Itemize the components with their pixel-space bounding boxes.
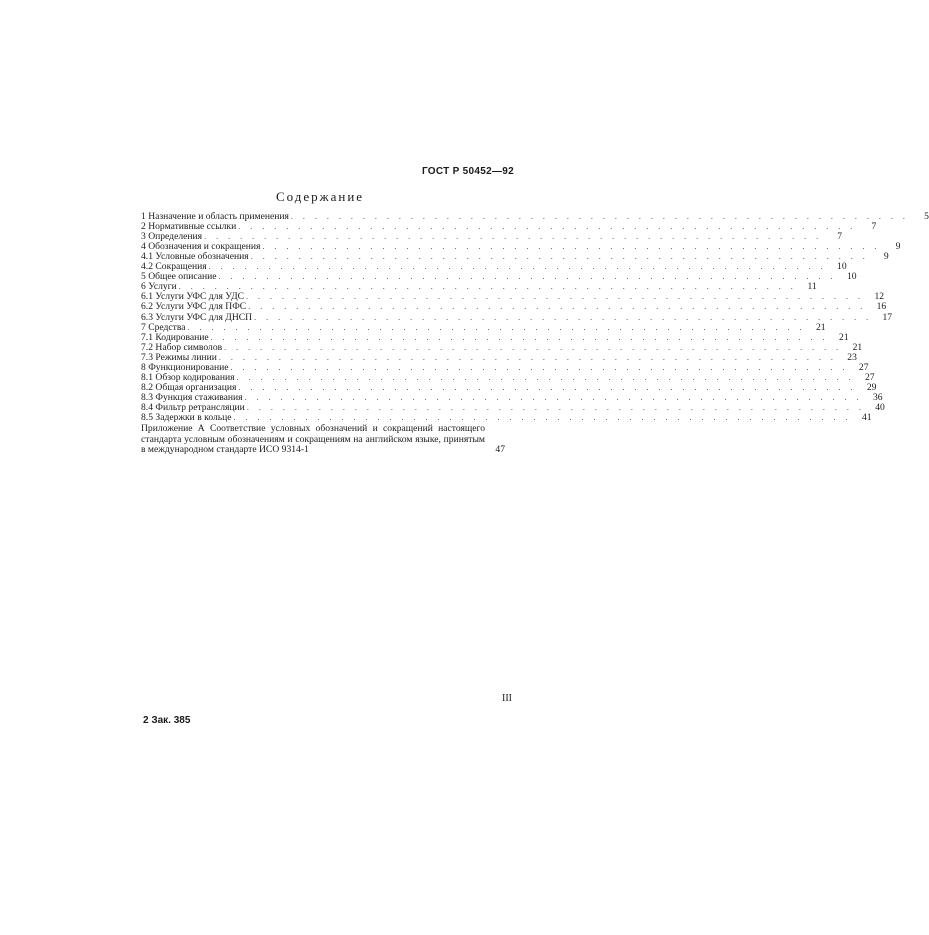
toc-entry-page-number: 21 bbox=[839, 331, 849, 343]
toc-entry-page-number: 9 bbox=[883, 251, 889, 263]
toc-entry-label: 8.3 Функция стаживания bbox=[141, 391, 243, 403]
toc-entry-label: 2 Нормативные ссылки bbox=[141, 221, 237, 233]
toc-entry-leader: . . . . . . . . . . . . . . . . . . . . . . . . . . . . . . . . . . . . . . . . . . . . . . . . . . . . bbox=[238, 222, 857, 232]
appendix-text: Приложение А Соответствие условных обозначений и сокращений настоящего стандарта условным обозначениям и сокращениям на английском языке, принятым в международном стандарте ИСО 9314-1 bbox=[141, 422, 485, 456]
page-number-roman: III bbox=[502, 693, 512, 704]
toc-entry-page-number: 27 bbox=[864, 371, 875, 383]
toc-entry-page-number: 23 bbox=[847, 351, 857, 363]
toc-entry-label: 6.2 Услуги УФС для ПФС bbox=[141, 301, 247, 313]
toc-entry-label: 8.4 Фильтр ретрансляции bbox=[141, 401, 245, 413]
toc-entry-leader: . . . . . . . . . . . . . . . . . . . . . . . . . . . . . . . . . . . . . . . . . . . . . . . . . . . . bbox=[254, 312, 873, 322]
toc-entry-label: 6 Услуги bbox=[141, 281, 177, 293]
toc-entry-page-number: 16 bbox=[876, 301, 887, 313]
toc-entry bbox=[141, 301, 887, 313]
toc-entry-page-number: 7 bbox=[871, 221, 877, 233]
toc-entry-page-number: 5 bbox=[924, 211, 929, 223]
toc-entry-label: 7.2 Набор символов bbox=[141, 341, 223, 353]
toc-entry-leader: . . . . . . . . . . . . . . . . . . . . . . . . . . . . . . . . . . . . . . . . . . . . . . . . . . . . bbox=[178, 282, 797, 292]
toc-entry-label: 8 Функционирование bbox=[141, 361, 229, 373]
table-of-contents bbox=[141, 211, 929, 456]
toc-entry-page-number: 9 bbox=[895, 241, 901, 253]
toc-title: Содержание bbox=[275, 189, 365, 204]
toc-entry bbox=[141, 271, 857, 283]
toc-entry-leader: . . . . . . . . . . . . . . . . . . . . . . . . . . . . . . . . . . . . . . . . . . . . . . . . . . . . bbox=[218, 352, 837, 362]
appendix-page-number: 47 bbox=[495, 444, 505, 456]
toc-entry-label: 8.2 Общая организация bbox=[141, 381, 237, 393]
toc-entry-leader: . . . . . . . . . . . . . . . . . . . . . . . . . . . . . . . . . . . . . . . . . . . . . . . . . . . . bbox=[262, 242, 881, 252]
toc-entry-label: 4.1 Условные обозначения bbox=[141, 251, 249, 263]
toc-entry-page-number: 41 bbox=[861, 411, 872, 423]
toc-entry-leader: . . . . . . . . . . . . . . . . . . . . . . . . . . . . . . . . . . . . . . . . . . . . . . . . . . . . bbox=[290, 212, 909, 222]
toc-entry-leader: . . . . . . . . . . . . . . . . . . . . . . . . . . . . . . . . . . . . . . . . . . . . . . . . . . . . bbox=[208, 262, 827, 272]
toc-entry-label: 8.1 Обзор кодирования bbox=[141, 371, 235, 383]
toc-entry-page-number: 27 bbox=[858, 361, 869, 373]
toc-entry bbox=[141, 311, 893, 323]
toc-entry-leader: . . . . . . . . . . . . . . . . . . . . . . . . . . . . . . . . . . . . . . . . . . . . . . . . . . . . bbox=[187, 322, 806, 332]
toc-entry-page-number: 17 bbox=[882, 311, 893, 323]
toc-entry-leader: . . . . . . . . . . . . . . . . . . . . . . . . . . . . . . . . . . . . . . . . . . . . . . . . . . . . bbox=[238, 382, 857, 392]
toc-entry bbox=[141, 411, 872, 423]
toc-entry-label: 7.3 Режимы линии bbox=[141, 351, 217, 363]
toc-entry-page-number: 11 bbox=[807, 281, 817, 293]
toc-entry-page-number: 40 bbox=[875, 401, 885, 413]
toc-entry-label: 6.1 Услуги УФС для УДС bbox=[141, 291, 245, 303]
toc-appendix-entry bbox=[141, 424, 505, 456]
toc-entry-label: 4 Обозначения и сокращения bbox=[141, 241, 261, 253]
toc-entries bbox=[141, 211, 929, 423]
toc-entry-leader: . . . . . . . . . . . . . . . . . . . . . . . . . . . . . . . . . . . . . . . . . . . . . . . . . . . . bbox=[248, 302, 867, 312]
toc-entry-label: 7 Средства bbox=[141, 321, 186, 333]
toc-entry-page-number: 36 bbox=[872, 391, 883, 403]
toc-entry-label: 8.5 Задержки в кольце bbox=[141, 411, 232, 423]
toc-entry-page-number: 7 bbox=[837, 231, 843, 243]
toc-entry-leader: . . . . . . . . . . . . . . . . . . . . . . . . . . . . . . . . . . . . . . . . . . . . . . . . . . . . bbox=[236, 372, 855, 382]
toc-entry-page-number: 21 bbox=[815, 321, 826, 333]
toc-entry-label: 3 Определения bbox=[141, 231, 203, 243]
toc-entry-leader: . . . . . . . . . . . . . . . . . . . . . . . . . . . . . . . . . . . . . . . . . . . . . . . . . . . . bbox=[233, 412, 852, 422]
toc-entry-page-number: 10 bbox=[846, 271, 857, 283]
toc-entry-label: 6.3 Услуги УФС для ДНСП bbox=[141, 311, 253, 323]
toc-entry-leader: . . . . . . . . . . . . . . . . . . . . . . . . . . . . . . . . . . . . . . . . . . . . . . . . . . . . bbox=[224, 342, 843, 352]
toc-entry-leader: . . . . . . . . . . . . . . . . . . . . . . . . . . . . . . . . . . . . . . . . . . . . . . . . . . . . bbox=[246, 402, 865, 412]
toc-entry-label: 7.1 Кодирование bbox=[141, 331, 209, 343]
toc-entry-page-number: 29 bbox=[866, 381, 877, 393]
order-mark: 2 Зак. 385 bbox=[143, 715, 191, 726]
toc-entry-label: 1 Назначение и область применения bbox=[141, 211, 289, 223]
toc-entry-leader: . . . . . . . . . . . . . . . . . . . . . . . . . . . . . . . . . . . . . . . . . . . . . . . . . . . . bbox=[244, 392, 863, 402]
toc-entry-page-number: 12 bbox=[874, 291, 885, 303]
standard-id: ГОСТ Р 50452—92 bbox=[421, 166, 514, 177]
toc-entry-leader: . . . . . . . . . . . . . . . . . . . . . . . . . . . . . . . . . . . . . . . . . . . . . . . . . . . . bbox=[218, 272, 837, 282]
toc-entry-leader: . . . . . . . . . . . . . . . . . . . . . . . . . . . . . . . . . . . . . . . . . . . . . . . . . . . . bbox=[230, 362, 849, 372]
toc-entry-label: 5 Общее описание bbox=[141, 271, 217, 283]
toc-entry-page-number: 10 bbox=[837, 261, 847, 273]
toc-entry-leader: . . . . . . . . . . . . . . . . . . . . . . . . . . . . . . . . . . . . . . . . . . . . . . . . . . . . bbox=[204, 232, 823, 242]
toc-entry-leader: . . . . . . . . . . . . . . . . . . . . . . . . . . . . . . . . . . . . . . . . . . . . . . . . . . . . bbox=[246, 292, 865, 302]
toc-entry-leader: . . . . . . . . . . . . . . . . . . . . . . . . . . . . . . . . . . . . . . . . . . . . . . . . . . . . bbox=[210, 332, 829, 342]
toc-entry-page-number: 21 bbox=[852, 341, 863, 353]
toc-entry-leader: . . . . . . . . . . . . . . . . . . . . . . . . . . . . . . . . . . . . . . . . . . . . . . . . . . . . bbox=[250, 252, 869, 262]
toc-entry-label: 4.2 Сокращения bbox=[141, 261, 207, 273]
